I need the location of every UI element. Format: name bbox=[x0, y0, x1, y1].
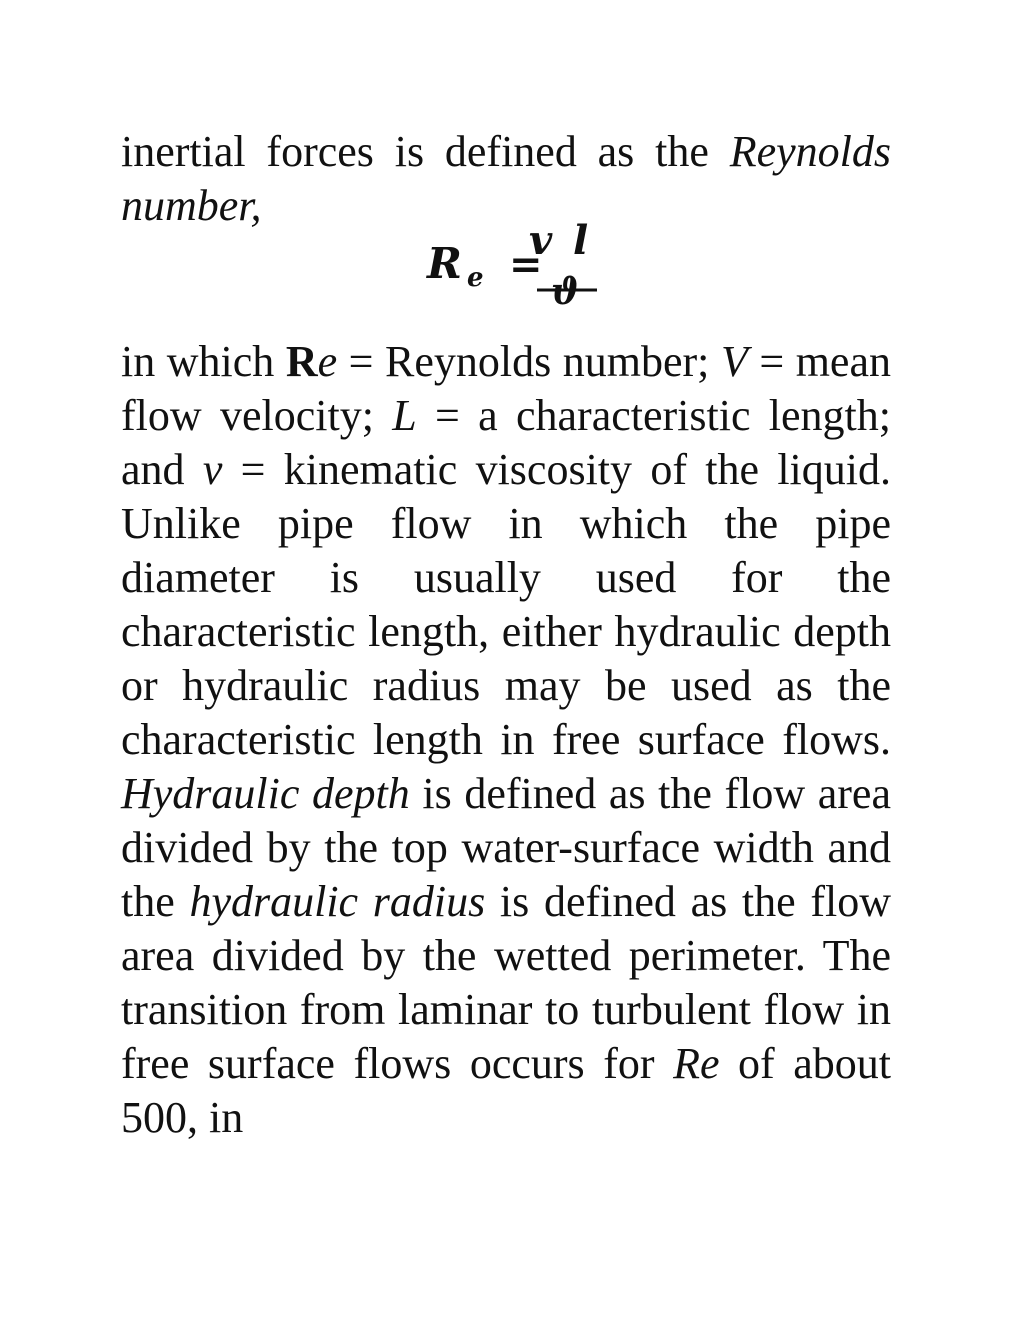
re-symbol-e: e bbox=[317, 337, 338, 386]
text-segment: = mean flow velocity; bbox=[121, 337, 891, 440]
symbol-L: L bbox=[392, 391, 417, 440]
symbol-nu: v bbox=[202, 445, 223, 494]
formula-denominator: ϑ bbox=[551, 271, 582, 313]
formula-numerator-v: v bbox=[529, 217, 553, 264]
text-segment: of about 500, in bbox=[121, 1039, 892, 1142]
text-segment: = Reynolds number; bbox=[337, 337, 721, 386]
formula-lhs-subscript: e bbox=[467, 263, 484, 293]
text-segment: in which bbox=[121, 337, 286, 386]
reynolds-formula bbox=[425, 208, 625, 313]
symbol-V: V bbox=[720, 337, 748, 386]
hydraulic-depth-term: Hydraulic depth bbox=[121, 769, 410, 818]
text-segment: = a characteristic length; and bbox=[121, 391, 891, 494]
text-segment: = kinematic viscosity of the liquid. Unlike pipe flow in which the pipe diameter is usually used for the characteristic length, either hydraulic depth or hydraulic radius may be used as the characteristic length in free surface flows. bbox=[121, 445, 891, 764]
reynolds-number-term: Reynolds number, bbox=[121, 127, 891, 230]
intro-text: inertial forces is defined as the bbox=[121, 127, 730, 176]
text-segment: is defined as the flow area divided by the wetted perimeter. The transition from laminar to turbulent flow in free surface flows occurs for bbox=[121, 877, 891, 1088]
hydraulic-radius-term: hydraulic radius bbox=[189, 877, 486, 926]
re-term: Re bbox=[673, 1039, 720, 1088]
paragraph-main bbox=[121, 335, 891, 1145]
formula-equals: = bbox=[509, 241, 543, 288]
formula-lhs-R: R bbox=[427, 239, 462, 288]
re-symbol-R: R bbox=[285, 337, 318, 386]
text-segment: is defined as the flow area divided by the top water-surface width and the bbox=[121, 769, 891, 926]
formula-numerator-l: l bbox=[573, 217, 589, 264]
